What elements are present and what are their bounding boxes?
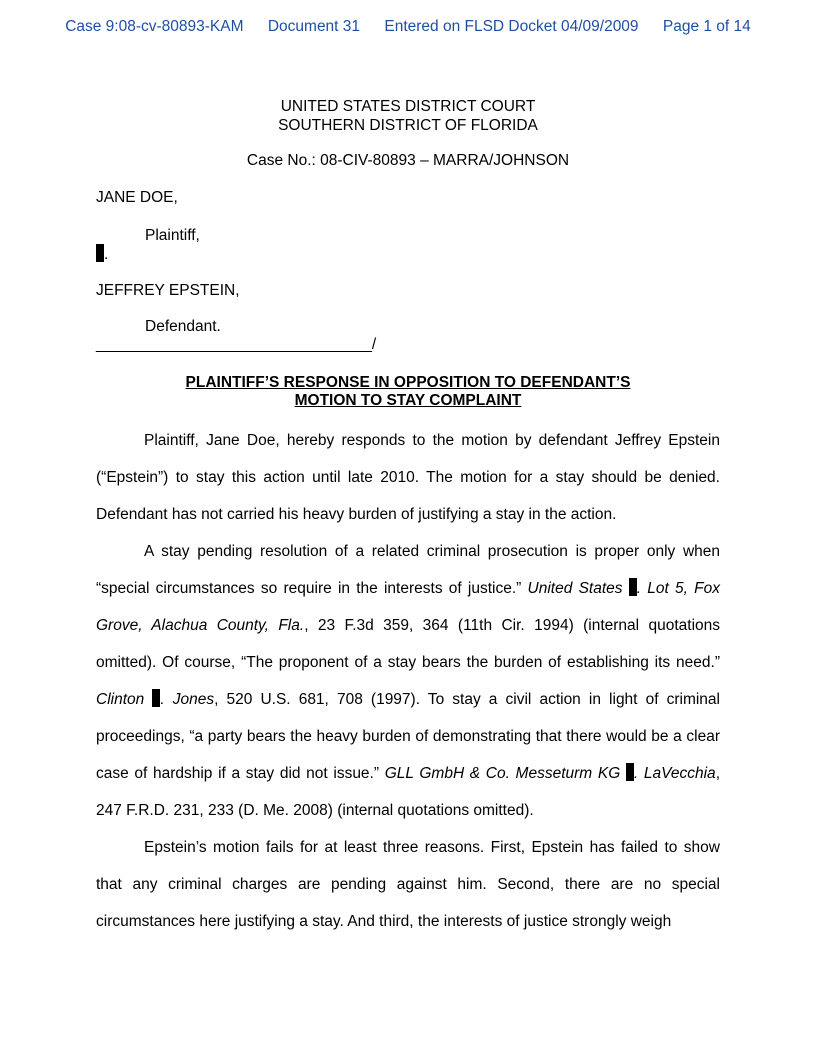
plaintiff-name: JANE DOE,	[96, 189, 178, 206]
redaction-box	[629, 578, 637, 596]
stamp-case-number: Case 9:08-cv-80893-KAM	[65, 18, 244, 35]
document-title	[0, 374, 816, 410]
citation-2-part-a: Clinton	[96, 691, 153, 708]
title-line-1: PLAINTIFF’S RESPONSE IN OPPOSITION TO DEFENDANT’S	[185, 374, 631, 391]
citation-3-part-b: . LaVecchia	[633, 765, 716, 782]
citation-3-part-a: GLL GmbH & Co. Messeturm KG	[384, 765, 626, 782]
case-number: Case No.: 08-CIV-80893 – MARRA/JOHNSON	[246, 152, 570, 169]
redaction-box	[96, 244, 104, 262]
paragraph-2-text-4: , 247 F.R.D. 231, 233 (D. Me. 2008) (internal quotations omitted).	[96, 765, 720, 819]
paragraph-2-text-3: , 520 U.S. 681, 708 (1997). To stay a civil action in light of criminal proceedings, “a party bears the heavy burden of demonstrating that there would be a clear case of hardship if a stay did not issue.”	[96, 691, 720, 782]
caption-rule: ________________________________/	[96, 336, 377, 353]
paragraph-3: Epstein’s motion fails for at least three reasons. First, Epstein has failed to show that any criminal charges are pending against him. Second, there are no special circumstances here justifying a stay. And third, the interests of justice strongly weigh	[96, 839, 720, 930]
redaction-box	[626, 763, 634, 781]
citation-2-part-b: . Jones	[160, 691, 215, 708]
stamp-document-number: Document 31	[267, 18, 361, 35]
court-district: SOUTHERN DISTRICT OF FLORIDA	[278, 117, 538, 134]
title-line-2: MOTION TO STAY COMPLAINT	[294, 392, 522, 409]
paragraph-1: Plaintiff, Jane Doe, hereby responds to the motion by defendant Jeffrey Epstein (“Epstein”) to stay this action until late 2010. The motion for a stay should be denied. Defendant has not carried his heavy burden of justifying a stay in the action.	[96, 432, 720, 523]
defendant-role: Defendant.	[145, 318, 221, 335]
stamp-entered-date: Entered on FLSD Docket 04/09/2009	[384, 18, 639, 35]
defendant-name: JEFFREY EPSTEIN,	[96, 282, 240, 299]
docket-header-stamp	[0, 18, 816, 36]
paragraph-2	[96, 533, 720, 829]
plaintiff-role: Plaintiff,	[145, 227, 200, 244]
paragraph-2-text-1: A stay pending resolution of a related criminal prosecution is proper only when “special circumstances so require in the interests of justice.”	[96, 543, 720, 597]
citation-1-part-a: United States	[527, 580, 629, 597]
versus-suffix: .	[104, 246, 109, 263]
paragraph-2-text-2: , 23 F.3d 359, 364 (11th Cir. 1994) (internal quotations omitted). Of course, “The proponent of a stay bears the burden of establishing its need.”	[96, 617, 721, 671]
versus-line	[96, 244, 108, 264]
citation-1-part-b: . Lot 5, Fox Grove, Alachua County, Fla.	[96, 580, 720, 634]
court-name: UNITED STATES DISTRICT COURT	[280, 98, 536, 115]
court-heading	[0, 97, 816, 135]
stamp-page-count: Page 1 of 14	[662, 18, 751, 35]
document-body	[96, 422, 720, 940]
